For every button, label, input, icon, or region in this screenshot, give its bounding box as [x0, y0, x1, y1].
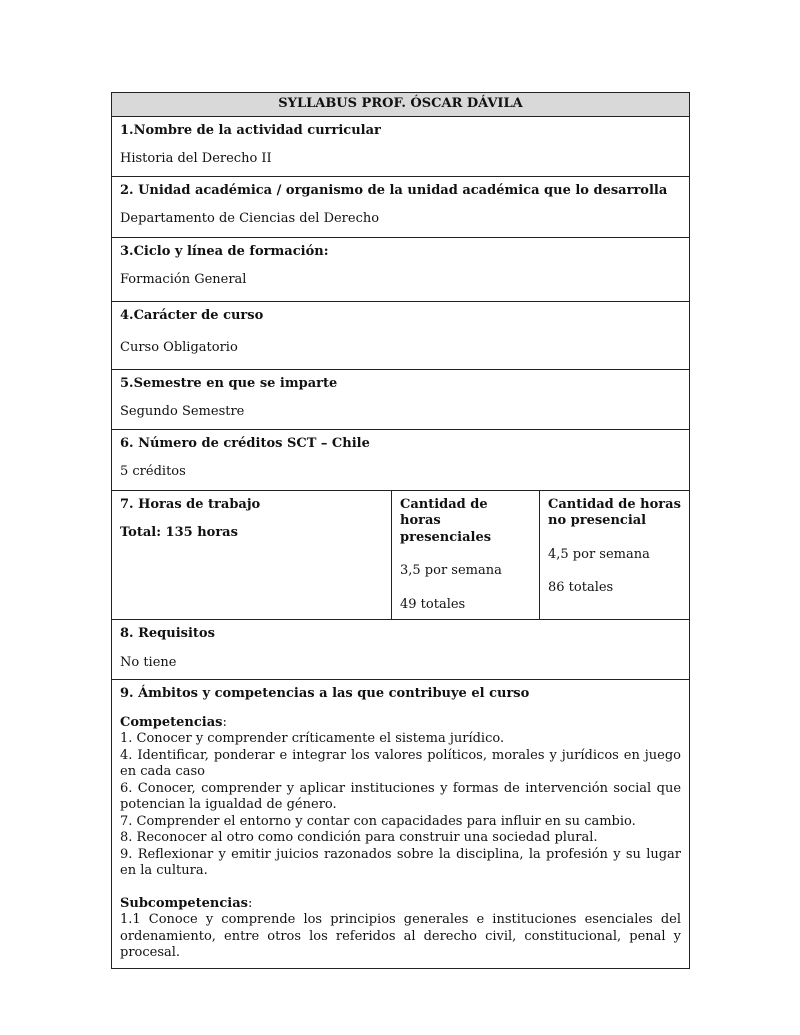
competencia-item: 6. Conocer, comprender y aplicar instituciones y formas de intervención social que potencian la igualdad de género.	[120, 780, 682, 812]
syllabus-title: SYLLABUS PROF. ÓSCAR DÁVILA	[112, 93, 690, 117]
competencia-item: 7. Comprender el entorno y contar con capacidades para influir en su cambio.	[120, 813, 636, 829]
section-competencias	[112, 680, 690, 969]
presenciales-semana: 3,5 por semana	[400, 563, 502, 578]
no-presenciales-header: Cantidad de horas no presencial	[548, 496, 681, 528]
subcompetencia-item: 1.1 Conoce y comprende los principios generales e instituciones esenciales del ordenamiento, entre otros los referidos al derecho civil, constitucional, penal y procesal.	[120, 912, 682, 960]
section-value: Formación General	[120, 272, 247, 287]
section-label: 2. Unidad académica / organismo de la unidad académica que lo desarrolla	[120, 182, 668, 198]
section-semestre	[112, 369, 690, 429]
section-unidad	[112, 176, 690, 237]
section-label: 4.Carácter de curso	[120, 307, 264, 323]
competencias-colon: :	[222, 714, 227, 730]
presenciales-totales: 49 totales	[400, 596, 466, 612]
section-label: 3.Ciclo y línea de formación:	[120, 243, 329, 259]
section-label: 7. Horas de trabajo	[120, 496, 261, 512]
section-label: 8. Requisitos	[120, 626, 215, 641]
competencia-item: 9. Reflexionar y emitir juicios razonados sobre la disciplina, la profesión y su lugar en la cultura.	[120, 846, 682, 878]
section-creditos	[112, 429, 690, 490]
competencia-item: 4. Identificar, ponderar e integrar los valores políticos, morales y jurídicos en juego en cada caso	[120, 747, 682, 779]
section-value: 5 créditos	[120, 464, 186, 479]
horas-presenciales	[392, 490, 540, 620]
section-value: Departamento de Ciencias del Derecho	[120, 211, 380, 226]
subcompetencias-heading	[120, 896, 681, 913]
section-value: No tiene	[120, 654, 177, 670]
no-presenciales-semana: 4,5 por semana	[548, 546, 650, 562]
subcompetencias-colon: :	[247, 895, 253, 911]
section-caracter	[112, 301, 690, 369]
section-label: 6. Número de créditos SCT – Chile	[120, 435, 370, 451]
section-value: Segundo Semestre	[120, 404, 245, 419]
section-label: 9. Ámbitos y competencias a las que contribuye el curso	[120, 686, 530, 701]
horas-no-presenciales	[540, 490, 690, 620]
section-requisitos	[112, 620, 690, 680]
presenciales-header: Cantidad de horas presenciales	[400, 496, 492, 545]
section-label: 1.Nombre de la actividad curricular	[120, 122, 381, 138]
section-nombre	[112, 116, 690, 176]
competencia-item: 8. Reconocer al otro como condición para construir una sociedad plural.	[120, 830, 598, 845]
section-label: 5.Semestre en que se imparte	[120, 375, 338, 391]
subcompetencias-label: Subcompetencias	[120, 895, 248, 911]
syllabus-table	[111, 92, 690, 969]
section-horas	[112, 490, 392, 620]
competencia-item: 1. Conocer y comprender críticamente el sistema jurídico.	[120, 731, 505, 746]
section-value: Historia del Derecho II	[120, 151, 272, 166]
competencias-label: Competencias	[120, 714, 223, 730]
no-presenciales-totales: 86 totales	[548, 580, 614, 595]
section-ciclo	[112, 237, 690, 301]
section-value: Curso Obligatorio	[120, 340, 238, 355]
competencias-heading	[120, 715, 681, 732]
horas-total: Total: 135 horas	[120, 525, 238, 540]
